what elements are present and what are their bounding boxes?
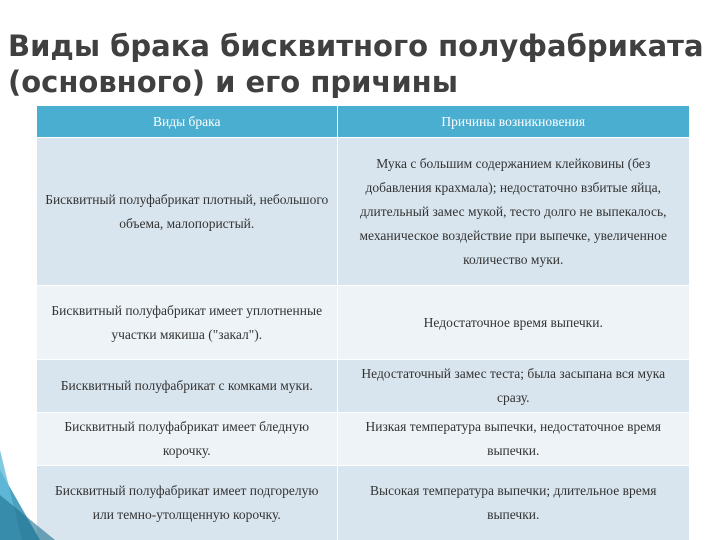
cause-cell: Высокая температура выпечки; длительное время выпечки. bbox=[337, 466, 689, 540]
defect-cell: Бисквитный полуфабрикат плотный, небольшого объема, малопористый. bbox=[37, 138, 337, 286]
slide-title-line2: (основного) и его причины bbox=[8, 65, 458, 99]
table-row bbox=[37, 138, 689, 286]
corner-wave-graphic bbox=[0, 440, 60, 540]
table-row bbox=[37, 360, 689, 413]
slide-title-line1: Виды брака бисквитного полуфабриката bbox=[8, 29, 704, 63]
defect-cell: Бисквитный полуфабрикат имеет уплотненные участки мякиша ("закал"). bbox=[37, 286, 337, 360]
defect-cell: Бисквитный полуфабрикат с комками муки. bbox=[37, 360, 337, 413]
defect-cell: Бисквитный полуфабрикат имеет бледную корочку. bbox=[37, 413, 337, 466]
table-row bbox=[37, 413, 689, 466]
slide-title bbox=[8, 28, 708, 100]
cause-cell: Недостаточный замес теста; была засыпана вся мука сразу. bbox=[337, 360, 689, 413]
header-defect-types: Виды брака bbox=[37, 106, 337, 138]
header-causes: Причины возникновения bbox=[337, 106, 689, 138]
defects-table bbox=[37, 106, 689, 540]
table-row bbox=[37, 466, 689, 540]
table-head bbox=[37, 106, 689, 138]
defect-cell: Бисквитный полуфабрикат имеет подгорелую или темно-утолщенную корочку. bbox=[37, 466, 337, 540]
cause-cell: Низкая температура выпечки, недостаточное время выпечки. bbox=[337, 413, 689, 466]
corner-decoration bbox=[0, 440, 60, 540]
cause-cell: Мука с большим содержанием клейковины (без добавления крахмала); недостаточно взбитые яйца, длительный замес мукой, тесто долго не выпекалось, механическое воздействие при выпечке, увеличенное количество муки. bbox=[337, 138, 689, 286]
cause-cell: Недостаточное время выпечки. bbox=[337, 286, 689, 360]
table-body bbox=[37, 138, 689, 540]
table-row bbox=[37, 286, 689, 360]
table-header-row bbox=[37, 106, 689, 138]
